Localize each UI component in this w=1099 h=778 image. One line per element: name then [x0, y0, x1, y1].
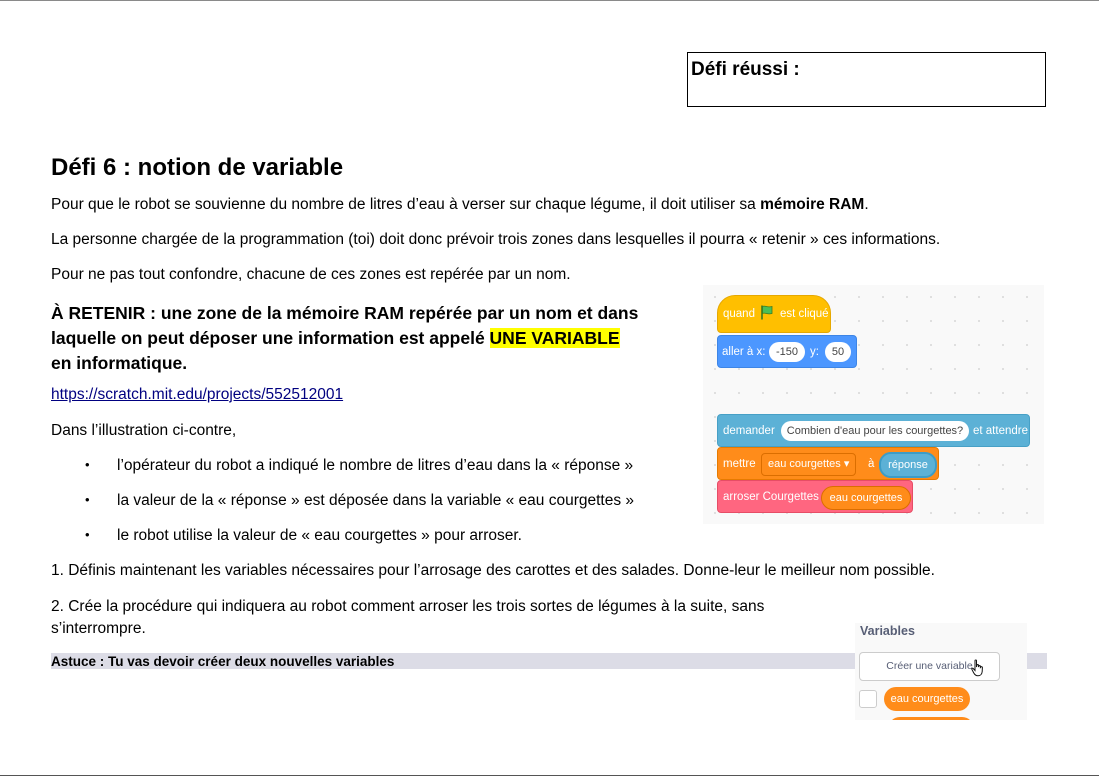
- variable-dropdown-label: eau courgettes: [768, 458, 841, 470]
- list-item-text: la valeur de la « réponse » est déposée dans la variable « eau courgettes »: [117, 492, 635, 509]
- bullet-icon: •: [85, 457, 90, 472]
- illustration-intro: Dans l’illustration ci-contre,: [51, 422, 237, 439]
- goto-xy-block: [717, 335, 857, 368]
- ask-label: demander: [723, 424, 775, 437]
- question-1: 1. Définis maintenant les variables nécessaires pour l’arrosage des carottes et des salades. Donne-leur le meilleur nom possible.: [51, 562, 935, 579]
- paragraph-ram-bold: mémoire RAM: [760, 196, 865, 213]
- retenir-box: [51, 301, 691, 376]
- variable-dropdown: [761, 453, 856, 476]
- retenir-highlight: UNE VARIABLE: [489, 328, 620, 348]
- set-label: mettre: [723, 457, 756, 470]
- list-item-text: l’opérateur du robot a indiqué le nombre de litres d’eau dans la « réponse »: [117, 457, 634, 474]
- set-to-label: à: [868, 457, 875, 470]
- water-custom-block: [717, 480, 913, 513]
- defi-reussi-label: Défi réussi :: [691, 59, 800, 80]
- ask-wait-label: et attendre: [973, 424, 1028, 437]
- eau-courgettes-reporter: eau courgettes: [821, 486, 911, 510]
- y-label: y:: [810, 345, 819, 358]
- paragraph-noms: Pour ne pas tout confondre, chacune de ces zones est repérée par un nom.: [51, 266, 571, 283]
- create-variable-button[interactable]: Créer une variable: [859, 652, 1000, 681]
- clicked-label: est cliqué: [780, 308, 829, 320]
- top-rule: [0, 0, 1099, 1]
- y-value-input: 50: [825, 342, 851, 362]
- set-variable-block: [717, 447, 939, 480]
- bottom-rule: [0, 775, 1099, 776]
- variables-palette: [855, 623, 1027, 720]
- bullet-icon: •: [85, 492, 90, 507]
- answer-reporter: réponse: [879, 452, 937, 478]
- water-label: arroser Courgettes: [723, 490, 819, 503]
- list-item-text: le robot utilise la valeur de « eau courgettes » pour arroser.: [117, 527, 522, 544]
- caret-down-icon: ▾: [843, 458, 850, 470]
- next-variable-pill: [888, 717, 974, 720]
- green-flag-icon: [759, 305, 775, 324]
- defi-reussi-box: [687, 52, 1046, 107]
- bullet-icon: •: [85, 527, 90, 542]
- scratch-script-illustration: [703, 285, 1044, 524]
- x-value-input: -150: [769, 342, 805, 362]
- paragraph-zones: La personne chargée de la programmation (toi) doit donc prévoir trois zones dans lesquelles il pourra « retenir » ces informations.: [51, 231, 941, 248]
- variables-heading: Variables: [860, 624, 915, 638]
- page-title: Défi 6 : notion de variable: [51, 154, 344, 181]
- when-label: quand: [723, 308, 755, 320]
- hand-cursor-icon: [970, 659, 986, 682]
- scratch-project-link[interactable]: https://scratch.mit.edu/projects/552512001: [51, 386, 344, 403]
- eau-courgettes-variable[interactable]: eau courgettes: [884, 687, 970, 711]
- paragraph-ram-text: Pour que le robot se souvienne du nombre de litres d’eau à verser sur chaque légume, il doit utiliser sa: [51, 196, 761, 213]
- retenir-end: en informatique.: [51, 353, 188, 373]
- retenir-text: À RETENIR : une zone de la mémoire RAM repérée par un nom et dans laquelle on peut déposer une information est appelé: [51, 303, 639, 348]
- paragraph-ram-end: .: [864, 196, 869, 213]
- variable-checkbox[interactable]: [859, 690, 877, 708]
- when-flag-clicked-block: [717, 295, 831, 333]
- paragraph-ram: [51, 196, 869, 214]
- question-2: 2. Crée la procédure qui indiquera au robot comment arroser les trois sortes de légumes à la suite, sans s’interrompre.: [51, 598, 765, 637]
- goto-label: aller à x:: [722, 345, 766, 358]
- ask-question-input: Combien d'eau pour les courgettes?: [781, 421, 969, 441]
- ask-and-wait-block: [717, 414, 1030, 447]
- astuce-text: Astuce : Tu vas devoir créer deux nouvelles variables: [51, 654, 395, 669]
